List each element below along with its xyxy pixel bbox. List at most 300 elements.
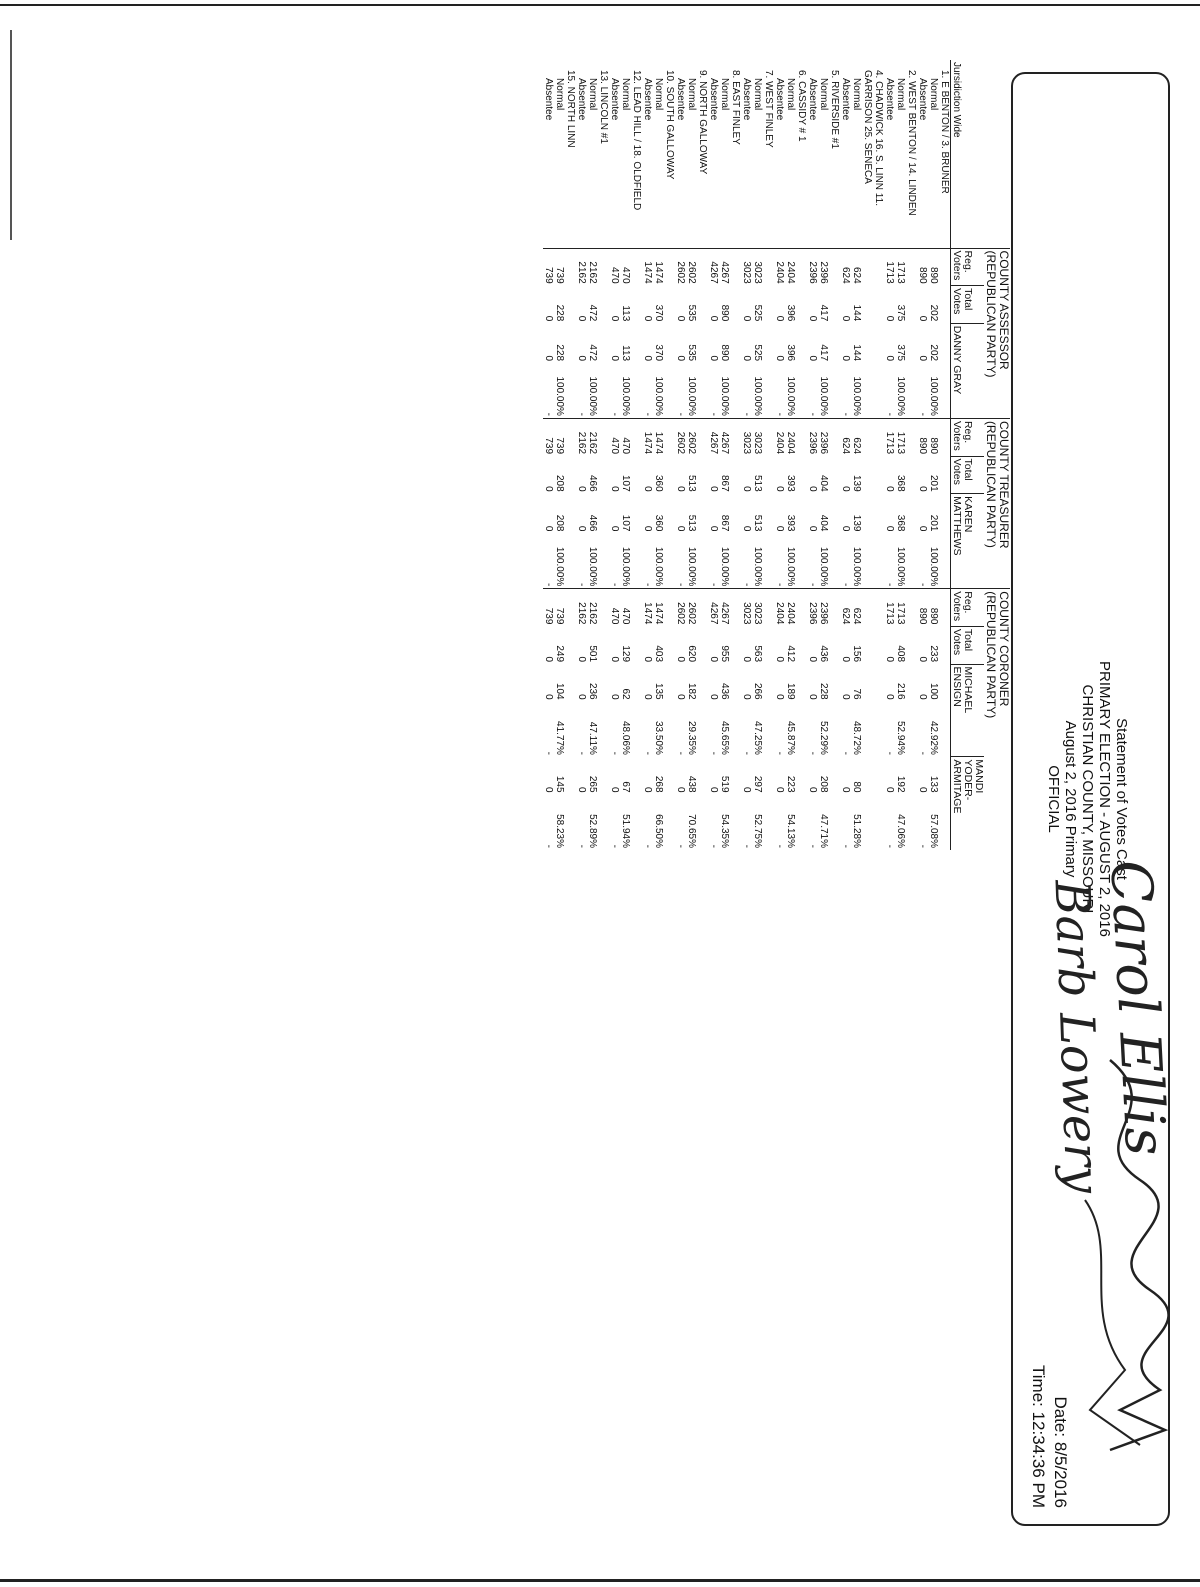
cell-c-m: 0 (807, 694, 818, 700)
cell-c-reg (939, 589, 951, 627)
cell-c-m: 0 (609, 694, 620, 700)
cell-c-tot: 955 (719, 645, 730, 663)
cell-c-tot (598, 626, 609, 664)
cell-a-pct (829, 363, 840, 418)
cell-c-y: 80 (851, 781, 862, 793)
cell-c-tot (697, 626, 708, 664)
cell-a-tot: 472 (587, 304, 598, 322)
cell-c-yp: 52.75% (752, 814, 763, 848)
cell-a-pct: - (642, 412, 653, 416)
cell-c-tot (873, 626, 884, 664)
cell-t-cand (873, 494, 884, 534)
cell-a-cand: 144 (851, 344, 862, 362)
cell-c-m: 0 (917, 694, 928, 700)
cell-c-yp (796, 795, 807, 850)
cell-t-pct (565, 533, 576, 588)
cell-c-tot: 0 (576, 656, 587, 663)
cell-a-pct (565, 363, 576, 418)
cell-c-m (796, 664, 807, 702)
vote-row (686, 60, 697, 850)
row-label: 9. NORTH GALLOWAY (697, 70, 708, 175)
cell-a-reg (829, 248, 840, 286)
cell-a-pct: - (576, 412, 587, 416)
cell-c-mp: - (884, 751, 895, 755)
cell-c-yp (565, 795, 576, 850)
cell-a-cand (730, 323, 741, 363)
cell-a-tot: 0 (609, 315, 620, 322)
precinct-row (862, 60, 873, 850)
precinct-row (598, 60, 609, 850)
vote-row (653, 60, 664, 850)
cell-t-reg: 1713 (895, 418, 906, 456)
cell-c-mp (796, 702, 807, 757)
cell-t-tot: 466 (587, 474, 598, 492)
cell-a-cand: 0 (675, 355, 686, 362)
cell-c-y: 0 (884, 786, 895, 793)
row-label: Absentee (576, 78, 587, 121)
cell-c-reg: 2404 (774, 589, 785, 627)
cell-c-mp: - (609, 751, 620, 755)
cell-a-pct: 100.00% (653, 376, 664, 416)
cell-t-pct (631, 533, 642, 588)
cell-c-yp (763, 795, 774, 850)
cell-a-cand: 113 (620, 345, 631, 362)
cell-c-yp: 52.89% (587, 814, 598, 848)
cell-t-tot: 201 (928, 474, 939, 492)
cell-a-reg (631, 248, 642, 286)
cell-t-pct (873, 533, 884, 588)
cell-t-pct: 100.00% (620, 546, 631, 587)
cell-a-cand: 0 (807, 355, 818, 362)
cell-c-y (906, 757, 917, 795)
vote-row (576, 60, 587, 850)
cell-a-pct: - (884, 412, 895, 416)
cell-t-reg: 624 (851, 418, 862, 456)
cell-t-reg: 890 (928, 418, 939, 456)
cell-c-mp: 47.11% (587, 721, 598, 755)
cell-c-y: 0 (675, 786, 686, 793)
cell-a-cand: 0 (774, 355, 785, 362)
cell-t-pct: - (675, 582, 686, 587)
assessor-race-header (984, 248, 1010, 418)
cell-c-yp: 51.94% (620, 814, 631, 848)
cell-c-tot: 436 (818, 645, 829, 663)
cell-c-tot (939, 626, 951, 664)
vote-row (554, 60, 565, 850)
cell-a-pct (730, 363, 741, 418)
cell-c-tot: 0 (642, 656, 653, 663)
cell-a-tot (829, 286, 840, 324)
cell-c-yp: - (576, 844, 587, 848)
cell-a-cand: 0 (741, 355, 752, 362)
cell-a-reg: 2602 (686, 248, 697, 286)
cell-t-tot: 513 (752, 474, 763, 492)
cell-c-tot: 563 (752, 645, 763, 663)
cell-a-tot: 370 (653, 304, 664, 322)
cell-t-cand: 0 (642, 525, 653, 532)
cell-c-reg: 1474 (642, 589, 653, 627)
assessor-race-title: COUNTY ASSESSOR (997, 250, 1011, 370)
cell-a-cand (873, 323, 884, 363)
cell-t-pct: 100.00% (587, 546, 598, 587)
cell-t-reg: 2602 (675, 418, 686, 456)
cell-a-tot: 0 (675, 315, 686, 322)
cell-c-mp (829, 702, 840, 757)
cell-c-m: 0 (675, 694, 686, 700)
cell-a-pct: - (609, 412, 620, 416)
cell-a-tot (873, 286, 884, 324)
cell-a-pct: 100.00% (818, 376, 829, 416)
cell-a-cand: 890 (719, 344, 730, 362)
cell-c-reg: 2162 (576, 589, 587, 627)
cell-c-reg (796, 589, 807, 627)
cell-t-tot: 368 (895, 474, 906, 492)
cell-a-pct (697, 363, 708, 418)
cell-c-y (763, 757, 774, 795)
cell-t-reg: 3023 (752, 418, 763, 456)
cell-a-reg (939, 248, 951, 286)
cell-t-cand: 0 (884, 525, 895, 532)
cell-a-tot: 0 (917, 315, 928, 322)
cell-c-mp (763, 702, 774, 757)
cell-a-cand (796, 323, 807, 363)
cell-t-pct: 100.00% (554, 546, 565, 587)
cell-a-cand: 535 (686, 344, 697, 362)
cell-a-cand: 0 (642, 355, 653, 362)
cell-a-pct (873, 363, 884, 418)
cell-a-reg: 2396 (807, 248, 818, 286)
cell-c-mp: - (642, 751, 653, 755)
cell-a-reg: 4267 (708, 248, 719, 286)
cell-t-pct: - (708, 582, 719, 587)
cell-a-tot (631, 286, 642, 324)
cell-c-reg: 1713 (895, 589, 906, 627)
cell-c-mp (664, 702, 675, 757)
cell-c-tot: 249 (554, 645, 565, 663)
cell-c-reg (697, 589, 708, 627)
cell-a-cand: 202 (928, 344, 939, 362)
cell-c-tot: 403 (653, 645, 664, 663)
cell-a-reg: 1474 (642, 248, 653, 286)
cell-t-reg (565, 418, 576, 456)
cell-a-tot: 525 (752, 304, 763, 322)
cell-c-tot: 0 (543, 656, 554, 663)
cell-a-pct: 100.00% (928, 376, 939, 416)
cell-a-tot (862, 286, 873, 324)
cell-a-reg: 2602 (675, 248, 686, 286)
cell-c-tot (664, 626, 675, 664)
cell-a-pct (796, 363, 807, 418)
cell-t-pct: 100.00% (719, 546, 730, 587)
cell-t-cand: 0 (774, 525, 785, 532)
cell-t-reg (906, 418, 917, 456)
cell-a-cand: 0 (609, 355, 620, 362)
cell-c-mp (862, 702, 873, 757)
cell-t-reg: 2404 (774, 418, 785, 456)
cell-c-yp: 57.08% (928, 814, 939, 848)
cell-a-cand: 472 (587, 344, 598, 362)
cell-a-cand: 228 (554, 344, 565, 362)
cell-a-reg (565, 248, 576, 286)
cell-c-yp (664, 795, 675, 850)
cell-c-reg (598, 589, 609, 627)
cell-c-yp (697, 795, 708, 850)
cell-t-reg (873, 418, 884, 456)
cell-c-mp: 45.87% (785, 721, 796, 755)
cell-c-y: 145 (554, 775, 565, 793)
cell-t-tot: 404 (818, 474, 829, 492)
cell-c-m: 0 (576, 694, 587, 700)
cell-t-pct: - (642, 582, 653, 587)
cell-t-cand (631, 494, 642, 534)
cell-c-reg (873, 589, 884, 627)
cell-c-tot: 408 (895, 645, 906, 663)
cell-c-y: 0 (576, 786, 587, 793)
cell-c-reg: 739 (543, 589, 554, 627)
cell-t-tot (730, 456, 741, 494)
cell-a-cand (862, 323, 873, 363)
vote-row (895, 60, 906, 850)
cell-t-pct (730, 533, 741, 588)
row-label: Absentee (917, 78, 928, 121)
cell-c-m: 0 (774, 694, 785, 700)
cell-t-tot: 208 (554, 474, 565, 492)
cell-t-cand (697, 494, 708, 534)
cell-c-tot: 412 (785, 645, 796, 663)
treasurer-reg-voters-header: Reg. Voters (951, 418, 985, 456)
cell-c-reg: 4267 (708, 589, 719, 627)
cell-c-y: 0 (543, 786, 554, 793)
cell-t-pct: 100.00% (785, 546, 796, 587)
cell-a-reg: 2162 (576, 248, 587, 286)
cell-t-pct: - (543, 582, 554, 587)
vote-row (620, 60, 631, 850)
cell-c-tot: 0 (609, 656, 620, 663)
cell-a-tot: 202 (928, 304, 939, 322)
cell-a-pct (906, 363, 917, 418)
cell-t-reg: 1474 (653, 418, 664, 456)
cell-a-tot: 0 (840, 315, 851, 322)
cell-c-mp: - (543, 751, 554, 755)
county-name: CHRISTIAN COUNTY, MISSOURI (1079, 684, 1096, 914)
row-label: Normal (785, 78, 796, 111)
cell-a-reg: 739 (554, 248, 565, 286)
cell-a-cand (565, 323, 576, 363)
row-label: 2. WEST BENTON / 14. LINDEN (906, 70, 917, 216)
cell-t-cand (796, 494, 807, 534)
cell-c-y: 268 (653, 775, 664, 793)
vote-row (609, 60, 620, 850)
cell-a-cand: 0 (576, 355, 587, 362)
signature-2: Barb Lowery (1043, 879, 1111, 1195)
cell-c-mp: 41.77% (554, 721, 565, 755)
cell-a-reg: 890 (917, 248, 928, 286)
cell-a-reg (906, 248, 917, 286)
cell-c-m: 228 (818, 682, 829, 700)
cell-a-tot (906, 286, 917, 324)
cell-c-tot (862, 626, 873, 664)
row-label: Normal (587, 78, 598, 111)
cell-c-mp: - (917, 751, 928, 755)
cell-c-mp (906, 702, 917, 757)
cell-a-pct (631, 363, 642, 418)
cell-c-mp: - (576, 751, 587, 755)
cell-a-reg: 3023 (752, 248, 763, 286)
cell-a-pct: 100.00% (686, 376, 697, 416)
cell-a-tot: 0 (774, 315, 785, 322)
cell-t-cand: 139 (851, 514, 862, 532)
precinct-row (565, 60, 576, 850)
cell-t-pct: 100.00% (851, 546, 862, 587)
cell-c-tot: 129 (620, 645, 631, 663)
cell-c-reg: 2602 (675, 589, 686, 627)
cell-t-reg (631, 418, 642, 456)
cell-c-mp: - (840, 751, 851, 755)
cell-a-cand: 417 (818, 344, 829, 362)
cell-c-y (939, 757, 951, 795)
cell-t-cand: 368 (895, 514, 906, 532)
cell-c-yp: - (675, 844, 686, 848)
cell-c-reg: 3023 (752, 589, 763, 627)
cell-c-tot: 0 (917, 656, 928, 663)
cell-t-reg: 3023 (741, 418, 752, 456)
cell-a-pct: - (708, 412, 719, 416)
cell-t-cand: 0 (741, 525, 752, 532)
row-label: 1. E BENTON / 3. BRUNER (939, 70, 950, 194)
row-label: Normal (928, 78, 939, 111)
votes-table-body (543, 60, 951, 850)
cell-a-cand (631, 323, 642, 363)
cell-t-tot: 0 (675, 486, 686, 492)
cell-t-tot (873, 456, 884, 494)
cell-a-reg: 624 (840, 248, 851, 286)
cell-a-pct (664, 363, 675, 418)
cell-c-reg: 470 (620, 589, 631, 627)
cell-t-pct (829, 533, 840, 588)
cell-t-reg (664, 418, 675, 456)
cell-t-cand (730, 494, 741, 534)
cell-c-m (906, 664, 917, 702)
cell-c-yp: 54.13% (785, 814, 796, 848)
official-label: OFFICIAL (1045, 765, 1062, 833)
cell-c-m: 0 (884, 694, 895, 700)
cell-a-cand (829, 323, 840, 363)
cell-c-yp: - (807, 844, 818, 848)
cell-c-y (730, 757, 741, 795)
cell-a-cand: 0 (840, 355, 851, 362)
cell-t-cand (829, 494, 840, 534)
signature-1: Carol Ellis (1097, 858, 1178, 1158)
cell-c-reg: 470 (609, 589, 620, 627)
cell-t-reg: 2162 (587, 418, 598, 456)
cell-t-tot: 393 (785, 474, 796, 492)
coroner-race-party: (REPUBLICAN PARTY) (984, 591, 998, 719)
cell-c-yp (730, 795, 741, 850)
cell-c-mp: 45.65% (719, 721, 730, 755)
cell-t-tot (906, 456, 917, 494)
vote-row (741, 60, 752, 850)
cell-t-tot (763, 456, 774, 494)
cell-t-cand: 360 (653, 514, 664, 532)
cell-a-cand (598, 323, 609, 363)
cell-t-pct (664, 533, 675, 588)
cell-t-reg (598, 418, 609, 456)
vote-row (752, 60, 763, 850)
cell-a-tot (763, 286, 774, 324)
row-label: Normal (818, 78, 829, 111)
vote-row (642, 60, 653, 850)
cell-t-reg: 2396 (818, 418, 829, 456)
cell-c-tot: 156 (851, 645, 862, 663)
cell-a-tot: 228 (554, 304, 565, 322)
cell-t-cand: 0 (609, 525, 620, 532)
cell-t-tot: 139 (851, 474, 862, 492)
cell-c-yp: 70.65% (686, 814, 697, 848)
cell-c-reg (906, 589, 917, 627)
cell-c-y: 208 (818, 775, 829, 793)
cell-c-tot (631, 626, 642, 664)
cell-t-pct: 100.00% (895, 546, 906, 587)
cell-a-pct (939, 363, 951, 418)
cell-t-cand: 513 (752, 514, 763, 532)
cell-a-tot (730, 286, 741, 324)
cell-c-m: 62 (620, 688, 631, 700)
cell-t-tot: 0 (741, 486, 752, 492)
cell-c-yp: 66.50% (653, 814, 664, 848)
cell-c-y: 265 (587, 775, 598, 793)
row-label: 8. EAST FINLEY (730, 70, 741, 145)
cell-a-pct (862, 363, 873, 418)
cell-c-mp: - (807, 751, 818, 755)
cell-c-y: 0 (917, 786, 928, 793)
row-label: 13. LINCOLN #1 (598, 70, 609, 144)
vote-row (774, 60, 785, 850)
cell-c-m: 0 (708, 694, 719, 700)
cell-a-pct: 100.00% (554, 376, 565, 416)
cell-c-y: 223 (785, 775, 796, 793)
coroner-total-votes-header: Total Votes (951, 626, 985, 664)
cell-t-cand: 466 (587, 514, 598, 532)
cell-t-cand: 393 (785, 514, 796, 532)
cell-c-tot: 0 (675, 656, 686, 663)
cell-c-mp: 42.92% (928, 721, 939, 755)
coroner-race-title: COUNTY CORONER (997, 591, 1011, 707)
cell-a-reg (664, 248, 675, 286)
cell-a-tot: 113 (620, 305, 631, 322)
cell-c-yp: - (543, 844, 554, 848)
row-label: 6. CASSIDY # 1 (796, 70, 807, 142)
cell-c-y: 192 (895, 775, 906, 793)
cell-a-tot: 417 (818, 304, 829, 322)
cell-t-tot: 107 (620, 474, 631, 492)
cell-a-tot (565, 286, 576, 324)
cell-c-tot: 0 (807, 656, 818, 663)
cell-t-tot: 360 (653, 474, 664, 492)
cell-c-yp: - (884, 844, 895, 848)
cell-t-cand: 0 (840, 525, 851, 532)
election-name: PRIMARY ELECTION - AUGUST 2, 2016 (1096, 661, 1113, 937)
cell-t-pct (598, 533, 609, 588)
cell-t-cand (939, 494, 951, 534)
cell-c-yp (862, 795, 873, 850)
report-time: Time: 12:34:36 PM (1029, 1365, 1048, 1508)
cell-c-m (631, 664, 642, 702)
cell-a-reg (697, 248, 708, 286)
cell-t-pct (906, 533, 917, 588)
cell-c-yp: - (774, 844, 785, 848)
cell-t-pct: 100.00% (752, 546, 763, 587)
cell-c-reg: 2602 (686, 589, 697, 627)
